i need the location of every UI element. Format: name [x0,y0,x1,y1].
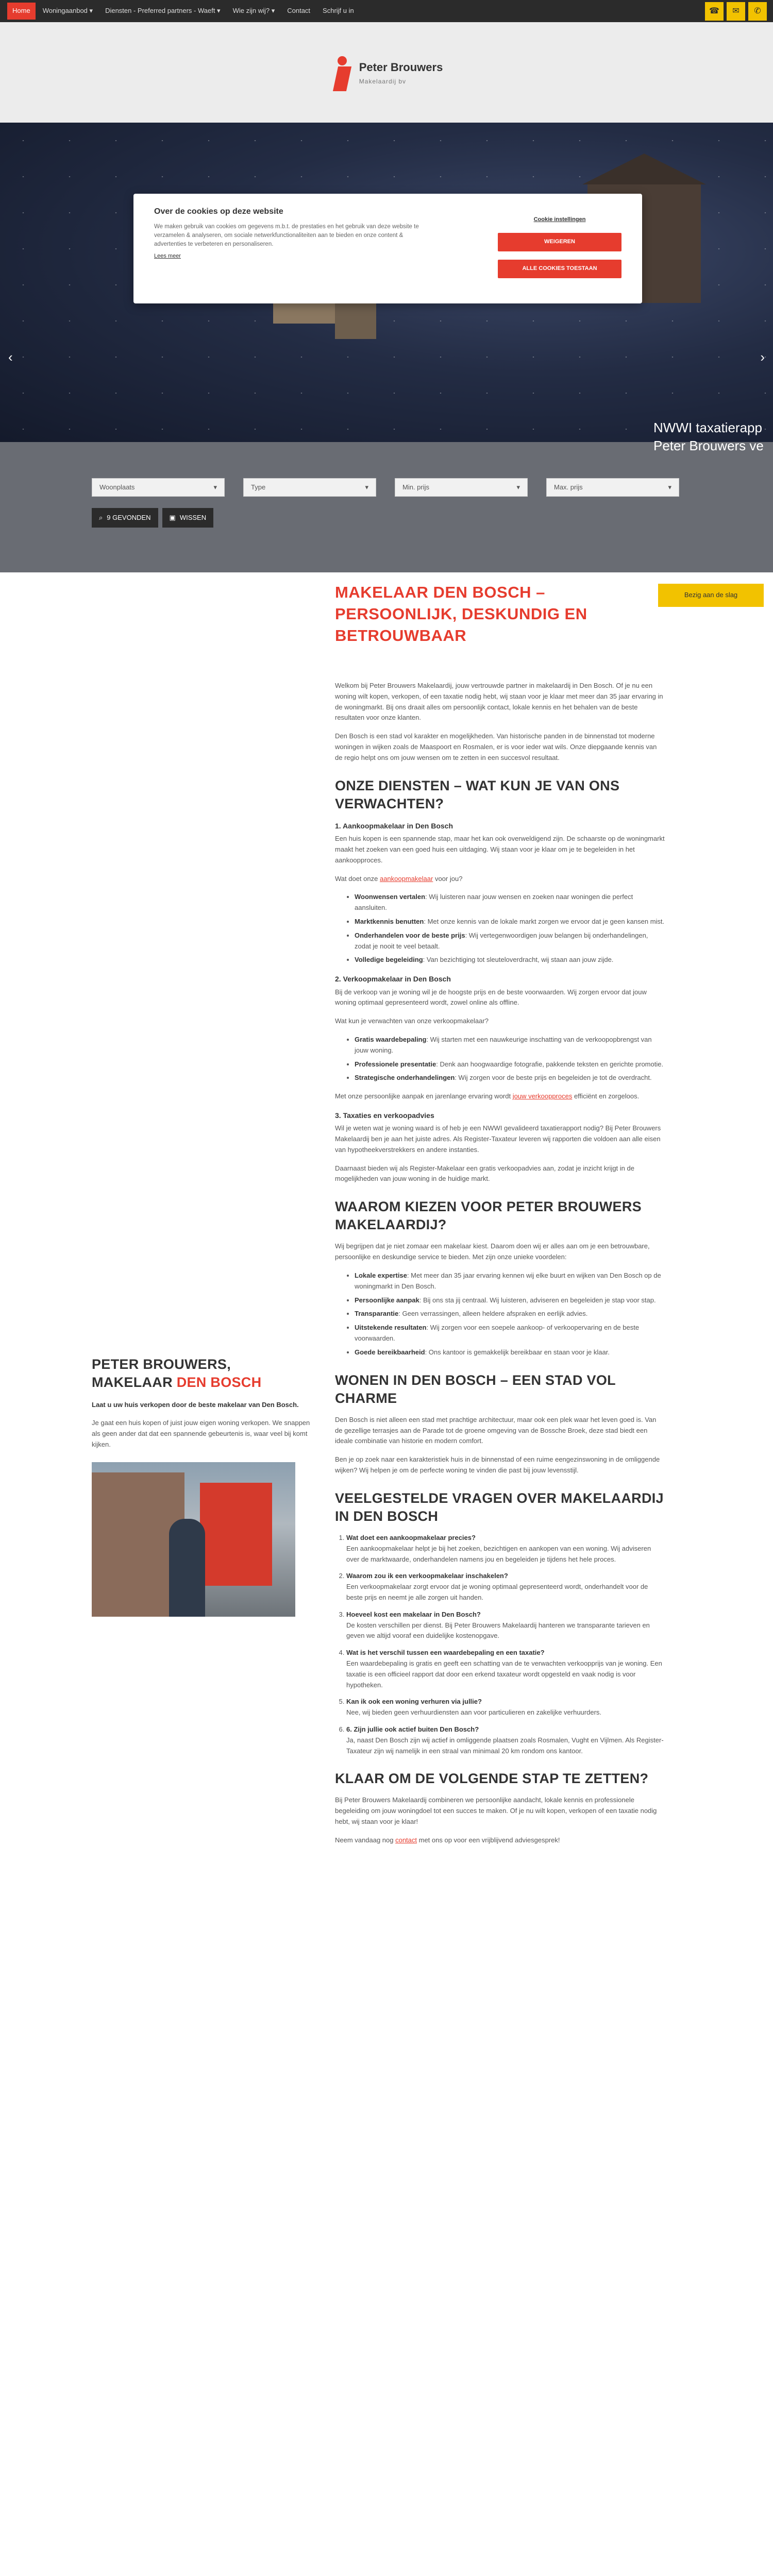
list-item-text: : Wij luisteren naar jouw wensen en zoeken naar woningen die perfect aansluiten. [355,893,633,912]
paragraph: Welkom bij Peter Brouwers Makelaardij, jouw vertrouwde partner in makelaardij in Den Bosch. Of je nu een woning wilt kopen, verkopen, of een taxatie nodig hebt, wij staan voor je klaar met meer dan 35 jaar ervaring in de woningmarkt. Bij ons draait alles om persoonlijk contact, lokale kennis en het behalen van de beste resultaten voor onze klanten. [335,682,663,722]
faq-answer: Een verkoopmakelaar zorgt ervoor dat je woning optimaal gepresenteerd wordt, onderhandelt voor de beste prijs en neemt je alle zorgen uit handen. [346,1583,648,1601]
verkoopproces-link[interactable]: jouw verkoopproces [512,1092,573,1100]
list-item-bold: Volledige begeleiding [355,956,423,964]
page-title: MAKELAAR DEN BOSCH – PERSOONLIJK, DESKUNDIG EN BETROUWBAAR [335,583,587,645]
nav-link-diensten[interactable]: Diensten - Preferred partners - Waeft ▾ [105,7,221,15]
faq-answer: Een waardebepaling is gratis en geeft een schatting van de te verwachten verkoopprijs van je woning. Een taxatie is een officieel rapport dat door een erkend taxateur wordt opgesteld en vaak nodig is voor hypotheken. [346,1659,662,1689]
list-item-text: : Wij zorgen voor de beste prijs en begeleiden je tot de overdracht. [455,1074,652,1082]
chevron-down-icon: ▾ [365,483,368,491]
select-min-price[interactable] [395,478,528,497]
list-item [355,1323,665,1344]
photo-sign [200,1483,272,1586]
logo-bar [0,22,773,123]
logo-name: Peter Brouwers [359,61,443,74]
faq-answer: De kosten verschillen per dienst. Bij Peter Brouwers Makelaardij hanteren we transparante tarieven en geven we altijd vooraf een duidelijke kostenopgave. [346,1621,650,1640]
section-heading: ONZE DIENSTEN – WAT KUN JE VAN ONS VERWACHTEN? [335,777,620,811]
list-item-bold: Persoonlijke aanpak [355,1296,419,1304]
faq-question: Kan ik ook een woning verhuren via jullie? [346,1698,482,1706]
phone-icon[interactable]: ☎ [705,2,724,21]
select-label: Woonplaats [99,483,135,491]
faq-question: Wat is het verschil tussen een waardebepaling en een taxatie? [346,1649,545,1657]
faq-item [346,1609,665,1641]
faq-answer: Nee, wij bieden geen verhuurdiensten aan voor particulieren en zakelijke verhuurders. [346,1708,602,1717]
list-item-bold: Uitstekende resultaten [355,1324,427,1332]
nav-link-woningaanbod[interactable]: Woningaanbod ▾ [42,7,93,15]
paragraph: Daarnaast bieden wij als Register-Makelaar een gratis verkoopadvies aan, zodat je inzicht krijgt in de mogelijkheden van jouw woning in de huidige markt. [335,1164,634,1183]
search-icon: ⌕ [99,513,103,521]
section-heading: KLAAR OM DE VOLGENDE STAP TE ZETTEN? [335,1771,649,1787]
list-item-bold: Goede bereikbaarheid [355,1348,425,1356]
sidebar-text: Je gaat een huis kopen of juist jouw eigen woning verkopen. We snappen als geen ander dat dat een spannende gebeurtenis is, waar veel bij komt kijken. [92,1418,310,1448]
trash-icon: ▣ [169,513,176,521]
text: Wat doet onze [335,874,380,883]
list-item [355,1035,665,1056]
list-item-text: : Geen verrassingen, alleen heldere afspraken en eerlijk advies. [398,1310,588,1318]
list-item [355,892,665,913]
paragraph: Wil je weten wat je woning waard is of heb je een NWWI gevalideerd taxatierapport nodig? Bij Peter Brouwers Makelaardij ben je aan het juiste adres. Als Register-Taxateur leveren wij rapporten die voldoen aan alle eisen van hypotheekverstrekkers en andere instanties. [335,1124,661,1154]
paragraph [335,874,665,885]
hero-box-image [335,303,376,339]
contact-icons [705,2,767,21]
cta-button[interactable]: Bezig aan de slag [658,584,764,607]
cookie-text: We maken gebruik van cookies om gegevens m.b.t. de prestaties en het gebruik van deze website te verzamelen & analyseren, om sociale netwerkfunctionaliteiten aan te bieden en onze content & advertenties te verbeteren en personaliseren. [154,223,419,248]
site-logo[interactable] [330,52,443,93]
hero-prev-icon[interactable]: ‹ [8,349,13,365]
faq-question: Waarom zou ik een verkoopmakelaar inschakelen? [346,1572,508,1580]
sidebar-title-accent: DEN BOSCH [176,1375,262,1391]
sidebar [92,1355,311,1617]
chevron-down-icon: ▾ [516,483,520,491]
cookie-read-more-link[interactable]: Lees meer [154,253,181,260]
paragraph [335,1091,665,1102]
article [335,681,665,1854]
text: Met onze persoonlijke aanpak en jarenlange ervaring wordt [335,1092,513,1100]
faq-answer: Een aankoopmakelaar helpt je bij het zoeken, bezichtigen en aankopen van een woning. Wij adviseren over de marktwaarde, onderhandelen namens jou en begeleiden je tijdens het hele proces. [346,1544,651,1563]
faq-list [346,1533,665,1756]
list-item [355,955,665,965]
bullet-list [355,1270,665,1358]
list-item-text: : Wij zorgen voor een soepele aankoop- of verkoopervaring en de beste voorwaarden. [355,1324,640,1343]
nav-link-home[interactable]: Home [7,3,36,20]
text: voor jou? [433,874,463,883]
text: met ons op voor een vrijblijvend adviesgesprek! [417,1836,560,1844]
hero-caption-line: Peter Brouwers ve [653,438,764,454]
subheading: 3. Taxaties en verkoopadvies [335,1111,434,1120]
logo-sub: Makelaardij bv [359,77,407,85]
select-label: Min. prijs [402,483,430,491]
subheading: 1. Aankoopmakelaar in Den Bosch [335,821,453,830]
paragraph: Bij de verkoop van je woning wil je de hoogste prijs en de beste voorwaarden. Wij zorgen ervoor dat jouw woning optimaal gepresenteerd wordt, zowel online als offline. [335,988,647,1007]
bullet-list [355,1035,665,1083]
list-item-text: : Bij ons sta jij centraal. Wij luisteren, adviseren en begeleiden je stap voor stap. [419,1296,656,1304]
list-item-text: : Denk aan hoogwaardige fotografie, pakkende teksten en gerichte promotie. [436,1060,664,1068]
search-results-label: 9 GEVONDEN [107,513,151,521]
chevron-down-icon: ▾ [213,483,217,491]
cookie-title: Over de cookies op deze website [154,207,283,216]
faq-item [346,1648,665,1690]
text: Neem vandaag nog [335,1836,396,1844]
faq-item [346,1571,665,1603]
list-item-bold: Marktkennis benutten [355,917,424,925]
select-woonplaats[interactable] [92,478,225,497]
list-item-text: : Wij starten met een nauwkeurige inschatting van de verkoopopbrengst van jouw woning. [355,1035,652,1054]
select-label: Type [251,483,266,491]
nav-link-wie-zijn-wij[interactable]: Wie zijn wij? ▾ [232,7,275,15]
list-item [355,1059,665,1070]
contact-link[interactable]: contact [395,1836,417,1844]
property-search [0,442,773,572]
mail-icon[interactable]: ✉ [727,2,745,21]
list-item [355,1347,665,1358]
faq-item [346,1724,665,1756]
cookie-dialog [133,194,642,303]
list-item-bold: Strategische onderhandelingen [355,1074,455,1082]
paragraph: Wij begrijpen dat je niet zomaar een makelaar kiest. Daarom doen wij er alles aan om je een betrouwbare, persoonlijke en deskundige service te bieden. Met zijn onze unieke voordelen: [335,1242,650,1261]
list-item-text: : Ons kantoor is gemakkelijk bereikbaar en staan voor je klaar. [425,1348,610,1356]
sidebar-title [92,1355,311,1392]
paragraph: Een huis kopen is een spannende stap, maar het kan ook overweldigend zijn. De schaarste op de woningmarkt maakt het zoeken van een goed huis een uitdaging. Wij staan voor je klaar om je te begeleiden in het aankoopproces. [335,835,665,864]
list-item-bold: Transparantie [355,1310,399,1318]
list-item-bold: Woonwensen vertalen [355,893,426,901]
list-item [355,1270,665,1292]
paragraph: Den Bosch is een stad vol karakter en mogelijkheden. Van historische panden in de binnenstad tot moderne woningen in wijken zoals de Maaspoort en Rosmalen, er is voor ieder wat wils. Onze diepgaande kennis van de regio helpt ons om jouw wensen om te zetten in een succesvol resultaat. [335,732,657,761]
makelaar-photo [92,1462,295,1617]
logo-figure-icon [330,52,356,93]
list-item-text: : Van bezichtiging tot sleuteloverdracht, wij staan aan jouw zijde. [423,956,614,964]
hero-next-icon[interactable]: › [760,349,765,365]
list-item-bold: Gratis waardebepaling [355,1035,427,1043]
sidebar-subtitle: Laat u uw huis verkopen door de beste makelaar van Den Bosch. [92,1401,299,1409]
top-navigation [0,0,773,22]
search-results-button[interactable] [92,508,158,528]
nav-links [7,3,359,20]
hero-slider [0,123,773,454]
hero-caption-line: NWWI taxatierapp [653,420,762,435]
list-item-text: : Met meer dan 35 jaar ervaring kennen wij elke buurt en wijken van Den Bosch op de woningmarkt in Den Bosch. [355,1272,661,1290]
list-item [355,917,665,927]
list-item-text: : Met onze kennis van de lokale markt zorgen we ervoor dat je geen kansen mist. [424,917,665,925]
main-content [0,572,773,2576]
list-item [355,930,665,952]
list-item [355,1309,665,1319]
nav-link-contact[interactable]: Contact [287,7,311,15]
faq-item [346,1533,665,1565]
aankoopmakelaar-link[interactable]: aankoopmakelaar [379,874,433,883]
paragraph: Bij Peter Brouwers Makelaardij combineren we persoonlijke aandacht, lokale kennis en professionele begeleiding om jouw woningdoel tot een succes te maken. Of je nu wilt kopen, verkopen of een taxatie nodig hebt, wij staan voor je klaar! [335,1796,657,1826]
faq-question: 6. Zijn jullie ook actief buiten Den Bosch? [346,1725,479,1733]
subheading: 2. Verkoopmakelaar in Den Bosch [335,975,451,984]
chevron-down-icon: ▾ [668,483,671,491]
section-heading: VEELGESTELDE VRAGEN OVER MAKELAARDIJ IN DEN BOSCH [335,1490,664,1524]
cookie-accept-all-button[interactable]: ALLE COOKIES TOESTAAN [498,260,621,278]
hero-caption [653,419,773,455]
faq-question: Hoeveel kost een makelaar in Den Bosch? [346,1610,481,1618]
bullet-list [355,892,665,965]
select-type[interactable] [243,478,376,497]
nav-link-schrijf-in[interactable]: Schrijf u in [323,7,354,15]
list-item-bold: Onderhandelen voor de beste prijs [355,931,465,939]
text: efficiënt en zorgeloos. [572,1092,640,1100]
paragraph: Ben je op zoek naar een karakteristiek huis in de binnenstad of een ruime eengezinswoning in de omliggende wijken? Wij helpen je om de perfecte woning te vinden die past bij jouw levensstijl. [335,1455,660,1474]
list-item [355,1295,665,1306]
list-item-bold: Professionele presentatie [355,1060,436,1068]
paragraph: Wat kun je verwachten van onze verkoopmakelaar? [335,1017,489,1025]
list-item-text: : Wij vertegenwoordigen jouw belangen bij onderhandelingen, zodat je nooit te veel betaalt. [355,931,648,950]
paragraph [335,1835,665,1846]
whatsapp-icon[interactable]: ✆ [748,2,767,21]
clear-label: WISSEN [179,513,207,521]
photo-person [169,1519,205,1617]
section-heading: WAAROM KIEZEN VOOR PETER BROUWERS MAKELAARDIJ? [335,1199,642,1233]
faq-item [346,1697,665,1718]
faq-question: Wat doet een aankoopmakelaar precies? [346,1533,476,1541]
cookie-decline-button[interactable]: WEIGEREN [498,233,621,251]
select-max-price[interactable] [546,478,679,497]
section-heading: WONEN IN DEN BOSCH – EEN STAD VOL CHARME [335,1372,616,1406]
paragraph: Den Bosch is niet alleen een stad met prachtige architectuur, maar ook een plek waar het leven goed is. Van de gezellige terrasjes aan de Parade tot de groene omgeving van de Bossche Broek, deze stad biedt een ideale combinatie van historie en modern comfort. [335,1415,657,1445]
list-item [355,1073,665,1083]
list-item-bold: Lokale expertise [355,1272,407,1280]
clear-button[interactable] [162,508,214,528]
cookie-settings-link[interactable]: Cookie instellingen [533,216,586,223]
faq-answer: Ja, naast Den Bosch zijn wij actief in omliggende plaatsen zoals Rosmalen, Vught en Vijlmen. Als Register-Taxateur zijn wij namelijk in een straal van minimaal 20 km rondom ons kantoor. [346,1736,664,1755]
sidebar-title-part: PETER BROUWERS, MAKELAAR [92,1357,231,1391]
select-label: Max. prijs [554,483,583,491]
